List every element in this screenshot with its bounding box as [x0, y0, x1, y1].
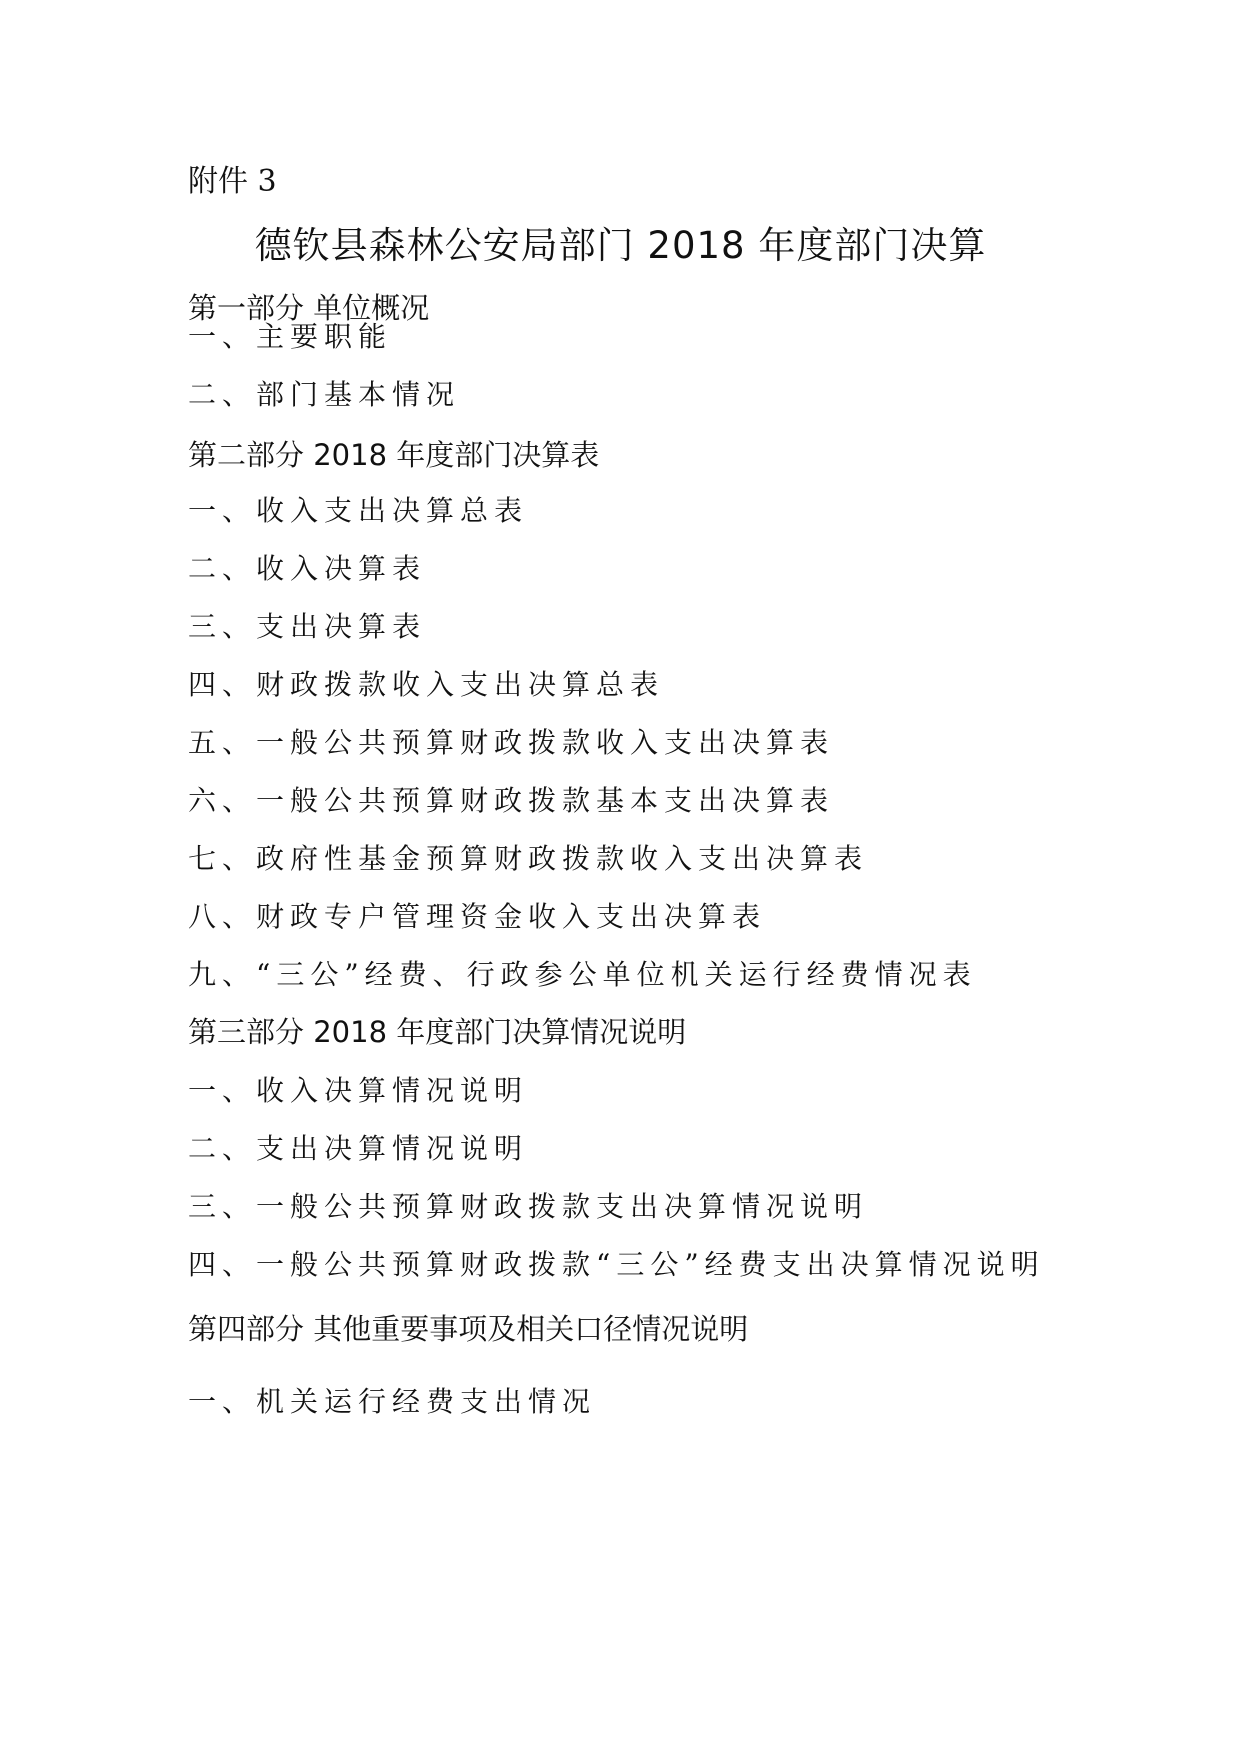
- part-heading-2: 第二部分 2018 年度部门决算表: [188, 438, 600, 472]
- toc-item: 二、支出决算情况说明: [188, 1132, 529, 1165]
- part-heading-4: 第四部分 其他重要事项及相关口径情况说明: [188, 1312, 749, 1346]
- toc-item: 九、“三公”经费、行政参公单位机关运行经费情况表: [188, 958, 977, 991]
- document-title: 德钦县森林公安局部门 2018 年度部门决算: [254, 224, 987, 267]
- toc-item: 四、一般公共预算财政拨款“三公”经费支出决算情况说明: [188, 1248, 1045, 1281]
- toc-item: 八、财政专户管理资金收入支出决算表: [188, 900, 767, 933]
- toc-item: 一、机关运行经费支出情况: [188, 1385, 597, 1418]
- toc-item: 三、支出决算表: [188, 610, 427, 643]
- attachment-label: 附件 3: [188, 164, 277, 199]
- toc-item: 一、主要职能: [188, 320, 393, 353]
- toc-item: 二、收入决算表: [188, 552, 427, 585]
- toc-item: 六、一般公共预算财政拨款基本支出决算表: [188, 784, 835, 817]
- toc-item: 七、政府性基金预算财政拨款收入支出决算表: [188, 842, 869, 875]
- toc-item: 一、收入支出决算总表: [188, 494, 529, 527]
- toc-item: 四、财政拨款收入支出决算总表: [188, 668, 665, 701]
- part-heading-3: 第三部分 2018 年度部门决算情况说明: [188, 1015, 687, 1049]
- part-heading-1: 第一部分 单位概况: [188, 291, 430, 325]
- toc-item: 一、收入决算情况说明: [188, 1074, 529, 1107]
- toc-item: 二、部门基本情况: [188, 378, 461, 411]
- toc-item: 五、一般公共预算财政拨款收入支出决算表: [188, 726, 835, 759]
- toc-item: 三、一般公共预算财政拨款支出决算情况说明: [188, 1190, 869, 1223]
